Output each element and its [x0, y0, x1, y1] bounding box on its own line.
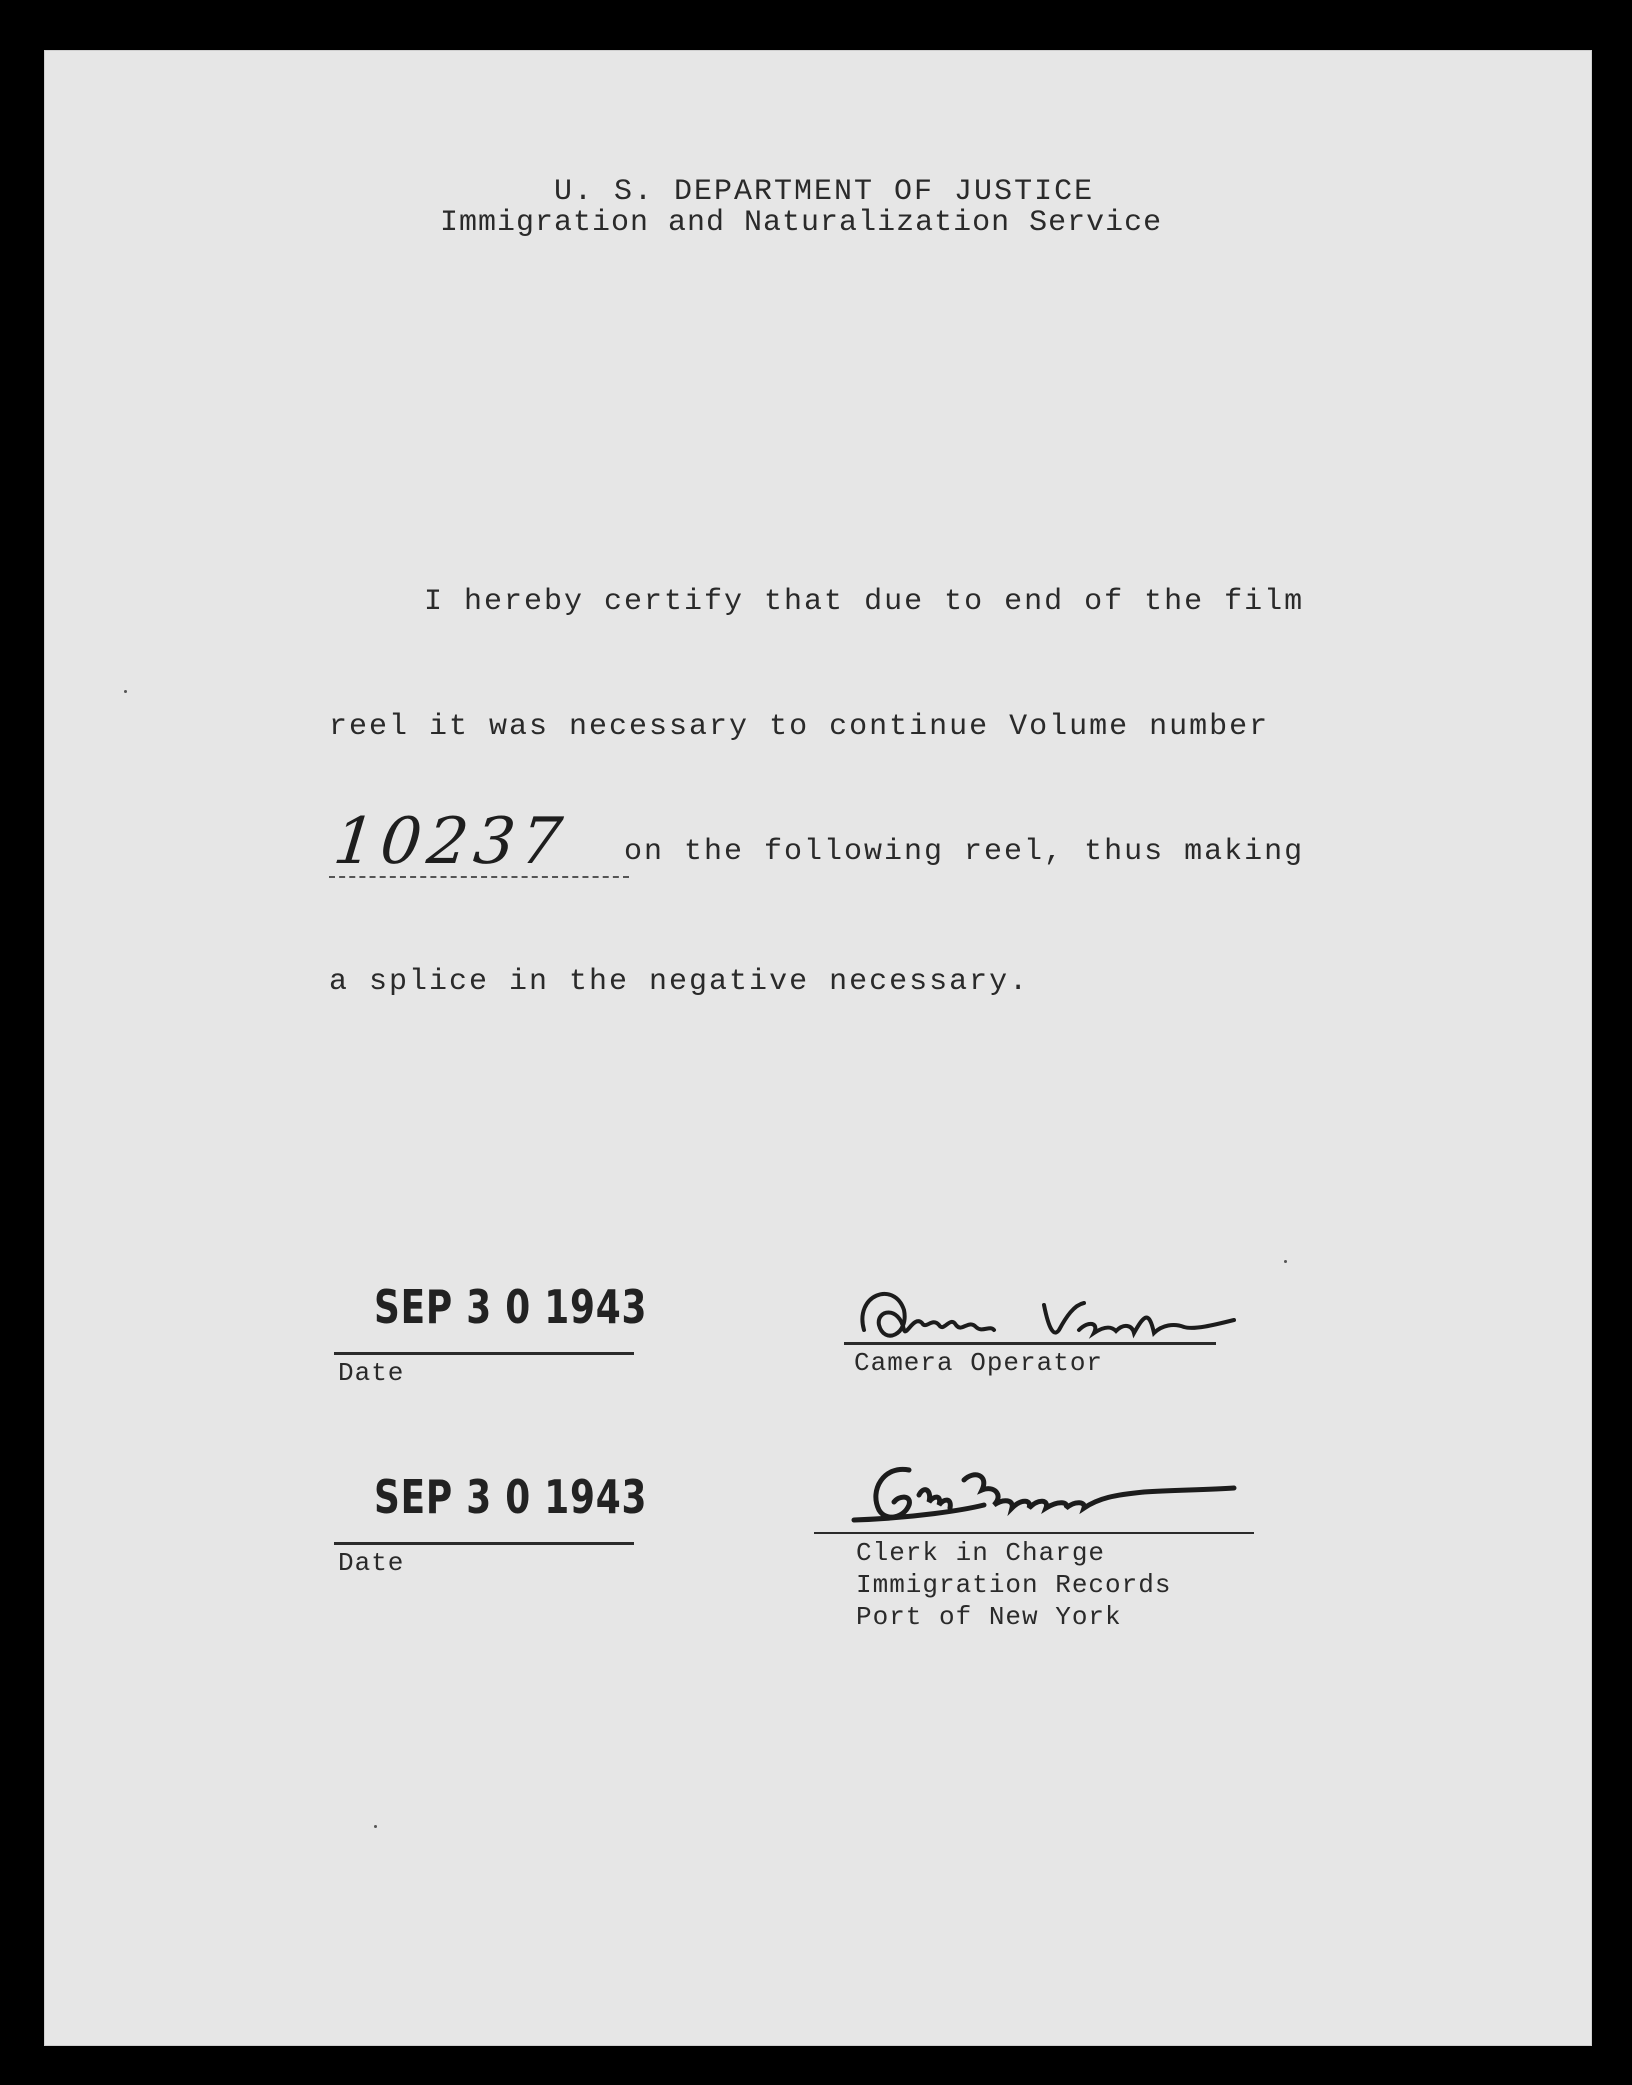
- clerk-rule: [814, 1532, 1254, 1534]
- camera-operator-label: Camera Operator: [854, 1348, 1104, 1378]
- date-label-1: Date: [338, 1358, 405, 1388]
- service-heading: Immigration and Naturalization Service: [440, 206, 1163, 240]
- clerk-title-line-3: Port of New York: [856, 1602, 1122, 1632]
- paper-speck: [124, 690, 127, 693]
- date-label-2: Date: [338, 1548, 405, 1578]
- date-rule-2: [334, 1542, 634, 1545]
- certification-line-4: a splice in the negative necessary.: [329, 965, 1030, 999]
- date-rule-1: [334, 1352, 634, 1355]
- department-heading: U. S. DEPARTMENT OF JUSTICE: [554, 175, 1095, 209]
- date-stamp-2: SEP 3 0 1943: [374, 1470, 648, 1524]
- clerk-title-line-1: Clerk in Charge: [856, 1538, 1106, 1568]
- certification-line-1: I hereby certify that due to end of the film: [424, 585, 1305, 619]
- clerk-signature: [814, 1450, 1294, 1550]
- clerk-title-line-2: Immigration Records: [856, 1570, 1172, 1600]
- paper-speck: [374, 1825, 377, 1828]
- document-page: [44, 50, 1592, 2046]
- camera-operator-rule: [844, 1342, 1216, 1345]
- volume-number-underline: [329, 876, 629, 878]
- paper-speck: [1284, 1260, 1287, 1263]
- certification-line-3: on the following reel, thus making: [624, 835, 1305, 869]
- certification-line-2: reel it was necessary to continue Volume number: [329, 710, 1270, 744]
- date-stamp-1: SEP 3 0 1943: [374, 1280, 648, 1334]
- volume-number-handwritten: 10237: [330, 805, 572, 879]
